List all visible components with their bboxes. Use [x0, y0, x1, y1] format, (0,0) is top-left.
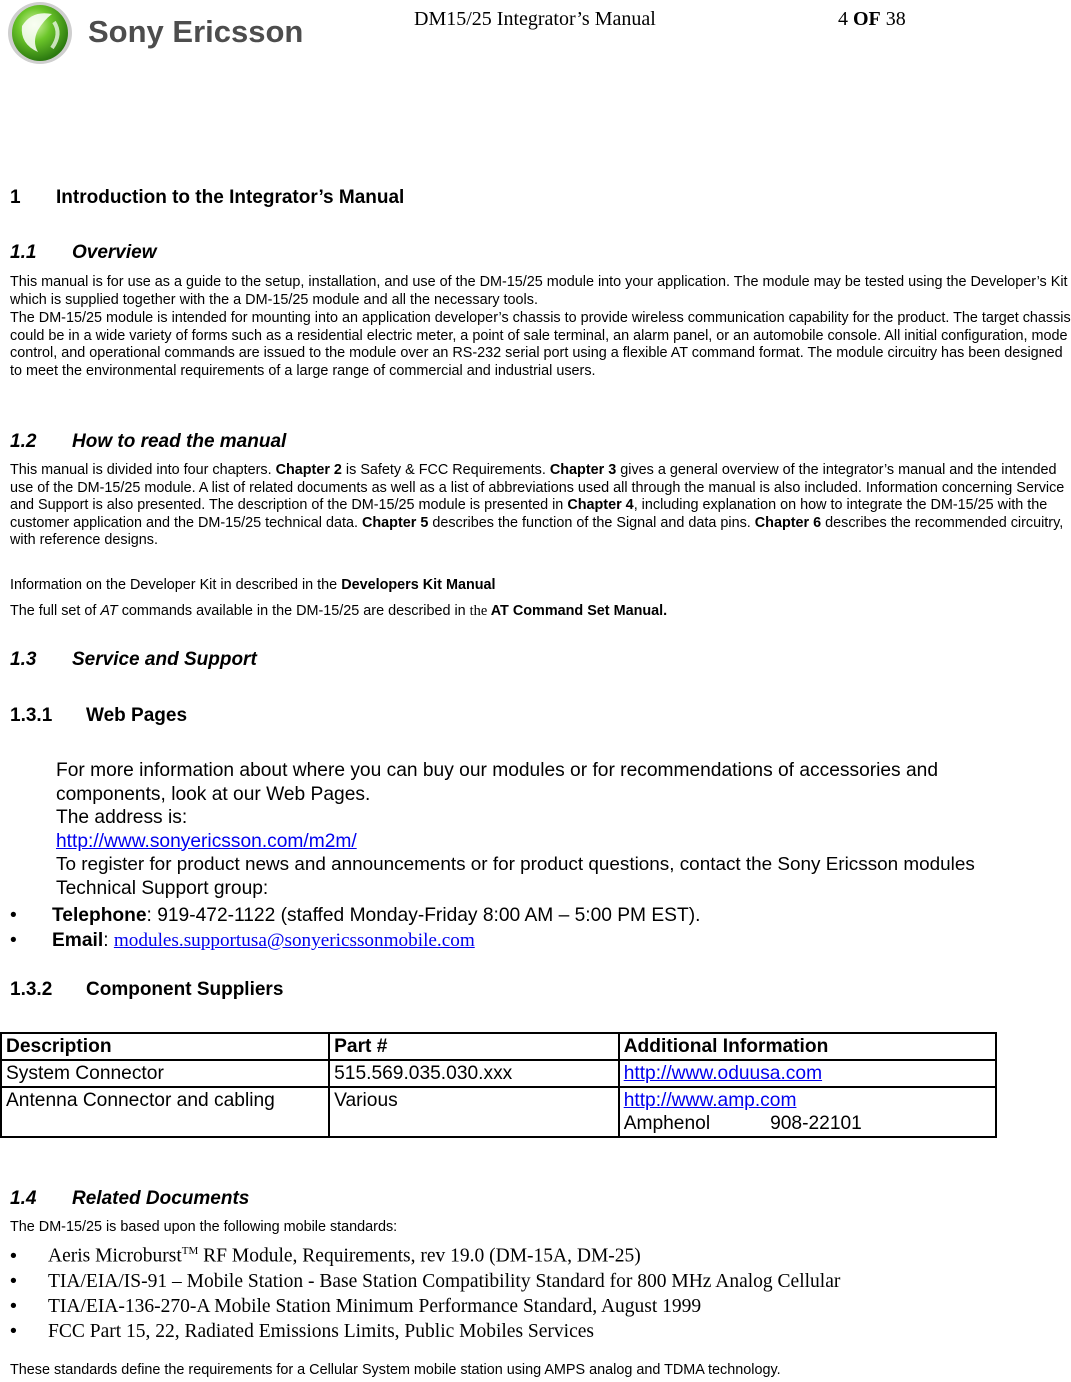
support-email-link[interactable]: modules.supportusa@sonyericssonmobile.com [113, 930, 475, 951]
table-cell: Antenna Connector and cabling [1, 1087, 329, 1137]
web-pages-text: For more information about where you can buy our modules or for recommendations of accessories and components, look at our Web Pages. The address is: http://www.sonyericsson.com/m2m/ To register for product news and announcements or for product questions, contact the Sony Ericsson modules Technical Support group: [56, 760, 975, 899]
column-header: Additional Information [619, 1033, 996, 1060]
section-1-3-2-heading: 1.3.2 Component Suppliers [10, 979, 284, 1000]
at-command-line: The full set of AT commands available in the DM-15/25 are described in the AT Command Set Manual. [10, 603, 668, 619]
list-item: • TIA/EIA-136-270-A Mobile Station Minimum Performance Standard, August 1999 [10, 1294, 702, 1317]
column-header: Description [1, 1033, 329, 1060]
table-row [1, 1060, 996, 1087]
oduusa-link[interactable]: http://www.oduusa.com [623, 1063, 823, 1084]
table-cell: 515.569.035.030.xxx [329, 1060, 619, 1087]
logo-wordmark: Sony Ericsson [88, 14, 304, 49]
bullet-icon: • [10, 1244, 17, 1267]
developer-kit-line: Information on the Developer Kit in described in the Developers Kit Manual [10, 577, 496, 593]
component-suppliers-table [0, 1032, 997, 1138]
supplier-part-number: 908-22101 [770, 1113, 862, 1134]
email-bullet: • Email: modules.supportusa@sonyericssonmobile.com [10, 930, 475, 951]
how-to-read-paragraph: This manual is divided into four chapters. Chapter 2 is Safety & FCC Requirements. Chapter 3 gives a general overview of the integrator’s manual and the intended use of the DM-15/25 module. A list of related documents as well as a list of abbreviations used all through the manual is also included. Information concerning Service and Support is also presented. The description of the DM-15/25 module is presented in Chapter 4, including explanation on how to integrate the DM-15/25 with the customer application and the DM-15/25 technical data. Chapter 5 describes the function of the Signal and data pins. Chapter 6 describes the recommended circuitry, with reference designs. [10, 462, 1065, 549]
list-item: • Aeris Microburst™ RF Module, Requirements, rev 19.0 (DM-15A, DM-25) [10, 1244, 641, 1267]
related-docs-list [10, 1239, 1060, 1344]
document-title: DM15/25 Integrator’s Manual [414, 8, 656, 30]
table-cell: Various [329, 1087, 619, 1137]
bullet-icon: • [10, 930, 17, 951]
bullet-icon: • [10, 1269, 17, 1292]
list-item: • FCC Part 15, 22, Radiated Emissions Limits, Public Mobiles Services [10, 1319, 594, 1342]
column-header: Part # [329, 1033, 619, 1060]
table-cell [619, 1087, 996, 1137]
table-row [1, 1087, 996, 1137]
table-cell: System Connector [1, 1060, 329, 1087]
sonyericsson-m2m-link[interactable]: http://www.sonyericsson.com/m2m/ [56, 830, 357, 852]
bullet-icon: • [10, 905, 17, 926]
telephone-bullet: • Telephone: 919-472-1122 (staffed Monday-Friday 8:00 AM – 5:00 PM EST). [10, 905, 701, 926]
table-cell [619, 1060, 996, 1087]
page-indicator: 4 OF 38 [838, 8, 906, 30]
bullet-icon: • [10, 1319, 17, 1342]
related-docs-outro: These standards define the requirements for a Cellular System mobile station using AMPS analog and TDMA technology. [10, 1362, 781, 1378]
supplier-name: Amphenol [623, 1113, 711, 1134]
bullet-icon: • [10, 1294, 17, 1317]
overview-paragraph-2: The DM-15/25 module is intended for mounting into an application developer’s chassis to provide wireless communication capability for the product. The target chassis could be in a wide variety of forms such as a residential electric meter, a point of sale terminal, an alarm panel, or an automobile console. All initial configuration, mode control, and operational commands are issued to the module over an RS-232 serial port using a flexible AT command format. The module circuitry has been designed to meet the environmental requirements of a large range of commercial and industrial users. [10, 310, 1071, 379]
section-1-3-1-heading: 1.3.1 Web Pages [10, 705, 188, 726]
section-1-2-heading: 1.2 How to read the manual [10, 431, 287, 452]
overview-paragraph-1: This manual is for use as a guide to the setup, installation, and use of the DM-15/25 module into your application. The module may be tested using the Developer’s Kit which is supplied together with the a DM-15/25 module and all the necessary tools. [10, 274, 1068, 308]
section-1-4-heading: 1.4 Related Documents [10, 1188, 250, 1209]
list-item: • TIA/EIA/IS-91 – Mobile Station - Base Station Compatibility Standard for 800 MHz Analog Cellular [10, 1269, 841, 1292]
section-1-3-heading: 1.3 Service and Support [10, 649, 257, 670]
related-docs-intro: The DM-15/25 is based upon the following mobile standards: [10, 1219, 398, 1235]
sony-ericsson-logo [8, 0, 318, 66]
section-1-heading: 1 Introduction to the Integrator’s Manual [10, 187, 405, 208]
section-1-1-heading: 1.1 Overview [10, 242, 157, 263]
amp-link[interactable]: http://www.amp.com [623, 1090, 797, 1111]
table-header-row [1, 1033, 996, 1060]
